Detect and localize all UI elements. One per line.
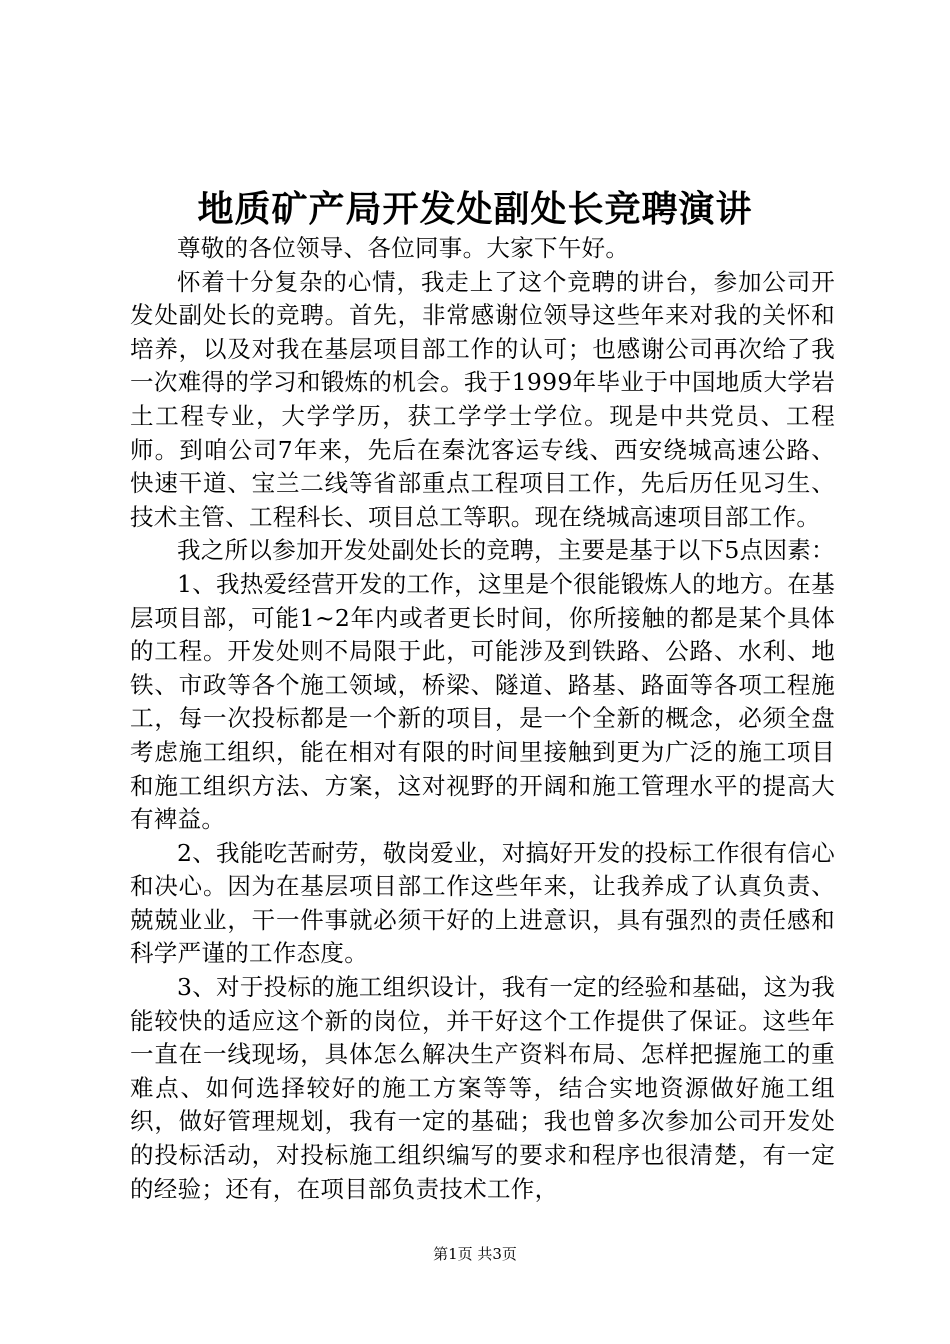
page-number-footer: 第1页 共3页 [433,1245,517,1263]
document-body [130,232,835,1206]
paragraph-reason-3: 3、对于投标的施工组织设计，我有一定的经验和基础，这为我能较快的适应这个新的岗位，并干好这个工作提供了保证。这些年一直在一线现场，具体怎么解决生产资料布局、怎样把握施工的重难点、如何选择较好的施工方案等等，结合实地资源做好施工组织，做好管理规划，我有一定的基础；我也曾多次参加公司开发处的投标活动，对投标施工组织编写的要求和程序也很清楚，有一定的经验；还有，在项目部负责技术工作， [130,973,835,1203]
paragraph-reasons-intro: 我之所以参加开发处副处长的竞聘，主要是基于以下5点因素： [177,536,835,565]
document-title: 地质矿产局开发处副处长竞聘演讲 [197,189,753,230]
paragraph-reason-2: 2、我能吃苦耐劳，敬岗爱业，对搞好开发的投标工作很有信心和决心。因为在基层项目部工作这些年来，让我养成了认真负责、兢兢业业，干一件事就必须干好的上进意识，具有强烈的责任感和科学严谨的工作态度。 [130,838,835,968]
paragraph-introduction: 怀着十分复杂的心情，我走上了这个竞聘的讲台，参加公司开发处副处长的竞聘。首先，非常感谢位领导这些年来对我的关怀和培养，以及对我在基层项目部工作的认可；也感谢公司再次给了我一次难得的学习和锻炼的机会。我于1999年毕业于中国地质大学岩土工程专业，大学学历，获工学学士学位。现是中共党员、工程师。到咱公司7年来，先后在秦沈客运专线、西安绕城高速公路、快速干道、宝兰二线等省部重点工程项目工作，先后历任见习生、技术主管、工程科长、项目总工等职。现在绕城高速项目部工作。 [130,267,835,531]
paragraph-reason-1: 1、我热爱经营开发的工作，这里是个很能锻炼人的地方。在基层项目部，可能1~2年内或者更长时间，你所接触的都是某个具体的工程。开发处则不局限于此，可能涉及到铁路、公路、水利、地铁、市政等各个施工领域，桥梁、隧道、路基、路面等各项工程施工，每一次投标都是一个新的项目，是一个全新的概念，必须全盘考虑施工组织，能在相对有限的时间里接触到更为广泛的施工项目和施工组织方法、方案，这对视野的开阔和施工管理水平的提高大有裨益。 [130,569,835,834]
paragraph-greeting: 尊敬的各位领导、各位同事。大家下午好。 [177,234,630,262]
